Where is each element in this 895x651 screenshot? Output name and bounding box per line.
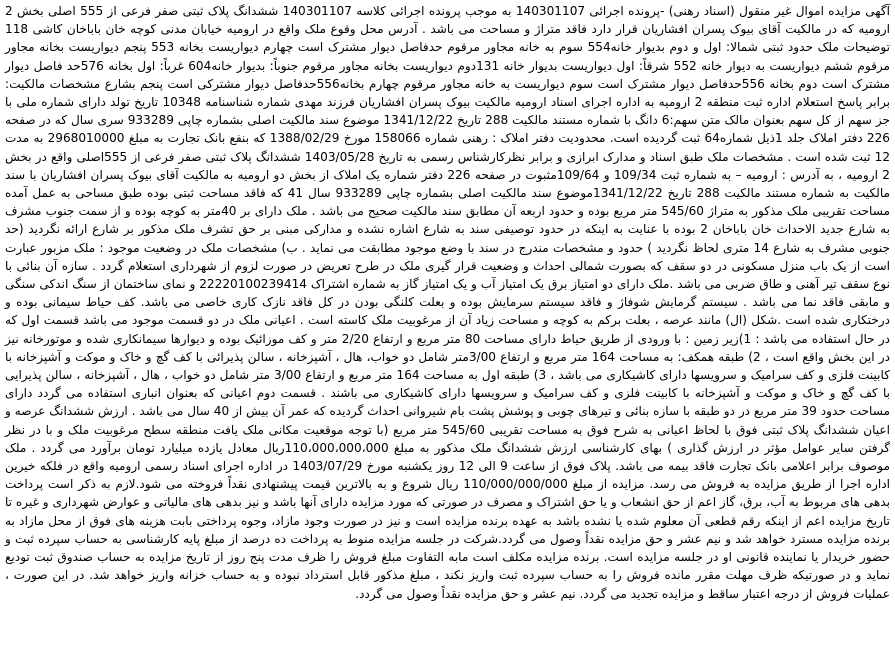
auction-notice-text: آگهی مزایده اموال غیر منقول (اسناد رهنی) -پرونده اجرائی 140301107 به موجب پرونده اجرائی کلاسه 140301107 ششدانگ پلاک ثبتی صفر فرعی از 555 اصلی بخش 2 ارومیه که در مالکیت آقای بیوک پسران افشاریان قرار دارد فاقد متراژ و مساحت می باشد . آدرس محل وقوع ملک واقع در ارومیه خیابان مدنی کوچه خان باباخان کاشی 118 توضیحات ملک حدود ثبتی شمالا: اول و دوم بدیوار خانه554 سوم به خانه مجاور مرقوم حدفاصل دیوار مشترک است چهارم دیواریست بخانه 553 پنجم دیواریست بخانه مجاور مرقوم ششم دیواریست به دیوار خانه 552 شرقاً: اول دیواریست بدیوار خانه 131دوم دیواریست بخانه مجاور مرقوم جنوباً: بدیوار خانه604 غرباً: اول بخانه 576حد فاصل دیوار مشترک است دوم بخانه 556حدفاصل دیوار مشترک است سوم دیواریست به خانه مجاور مرقوم چهارم بخانه556حدفاصل دیوار مشترکی است پنجم بشارع مشخصات مالکیت: برابر پاسخ استعلام اداره ثبت منطقه 2 ارومیه به اداره اجرای اسناد ارومیه مالکیت بیوک پسران افشاریان فرزند مهدی شماره شناسنامه 10348 تاریخ تولد دارای شماره ملی با جز سهم از کل سهم بعنوان مالک متن سهم:6 دانگ با شماره مستند مالکیت 288 تاریخ 1341/12/22 موضوع سند مالکیت اصلی بشماره چاپی 933289 سری سال که در صفحه 226 دفتر املاک جلد 1ذیل شماره64 ثبت گردیده است. محدودیت دفتر املاک : رهنی شماره 158066 مورخ 1388/02/29 که بنفع بانک تجارت به مبلغ 2968010000 به مدت 12 ثبت شده است . مشخصات ملک طبق اسناد و مدارک ابرازی و برابر نظرکارشناس رسمی به تاریخ 1403/05/28 ششدانگ پلاک ثبتی صفر فرعی از 555اصلی واقع در بخش 2 ارومیه ، به آدرس : ارومیه – به شماره ثبت 109/34 و 109/64مثبوت در صفحه 226 دفتر شماره یک املاک از بخش دو ارومیه به مالکیت آقای بیوک پسران افشاریان با سند مالکیت به شماره مستند مالکیت 288 تاریخ 1341/12/22موضوع سند مالکیت اصلی بشماره چاپی 933289 سال 41 که فاقد مساحت ثبتی بوده طبق مساحی به عمل آمده مساحت تقریبی ملک مذکور به متراژ 545/60 متر مربع بوده و حدود اربعه آن مطابق سند مالکیت صحیح می باشد . ملک دارای بر 40متر به کوچه بوده و از سمت جنوب مشرف به شارع جدید الاحداث خان باباخان 2 بوده با عنایت به اینکه در حدود توصیفی سند به شارع اشاره نشده و مدارکی مبنی بر حق تشرف ملک مذکور بر شارع ارائه نگردید (حد جنوبی مشرف به شارع 14 متری لحاظ نگردید ) حدود و مشخصات مندرج در سند با وضع موجود مطابقت می نماید . ب) مشخصات ملک در وضعیت موجود : ملک مزبور عبارت است از یک باب منزل مسکونی در دو سقف که بصورت شمالی احداث و وضعیت قرار گیری ملک در طرح تعریض در صورت لزوم از شهرداری استعلام گردد . سازه آن بنائی با نوع سقف تیر آهنی و طاق ضربی می باشد .ملک دارای دو امتیاز برق یک امتیاز آب و یک امتیاز گاز به شماره اشتراک 22220100239414 و نمای ساختمان از سنگ اندکی سنگی و مابقی فاقد نما می باشد . سیستم گرمایش شوفاژ و فاقد سیستم سرمایش بوده و بعلت کلنگی بودن در کل فاقد نازک کاری خاصی می باشد. کف حیاط سیمانی بوده و درختکاری شده است .شکل (ال) مانند عرصه ، بعلت برکم به کوچه و مساحت زیاد آن از مرغوبیت ملک کاسته است . اعیانی ملک در دو قسمت موجود می باشد قسمت اول که در حال استفاده می باشد : 1)زیر زمین : با ورودی از طریق حیاط دارای مساحت 80 متر مربع و ارتفاع 2/20 متر و کف موزائیک بوده و دیوارها سیمانکاری شده و موتورخانه نیز در این بخش واقع است ، 2) طبقه همکف: به مساحت 164 متر مربع و ارتفاع 3/00متر شامل دو خواب، هال ، آشپزخانه ، سالن پذیرائی با کف گچ و خاک و موکت و آشپزخانه با کابینت فلزی و کف سرامیک و سرویسها دارای کاشیکاری می باشد ، 3) طبقه اول به مساحت 164 متر مربع و ارتفاع 3/00 متر شامل دو خواب ، هال ، آشپزخانه ، سالن پذیرایی با کف گچ و خاک و موکت و آشپزخانه با کابینت فلزی و کف سرامیک و سرویسها دارای کاشیکاری می باشند . قسمت دوم اعیانی که بعنوان انباری استفاده می گردد دارای مساحت حدود 39 متر مربع در دو طبقه با سازه بنائی و تیرهای چوبی و پوشش پشت بام شیروانی احداث گردیده که عمر آن بیش از 40 سال می باشد . ارزش ششدانگ عرصه و اعیان ششدانگ پلاک ثبتی فوق با لحاظ اعیانی به شرح فوق به مساحت تقریبی 545/60 متر مربع (با توجه موقعیت مکانی ملک یافت منطقه سطح مرغوبیت ملک و با در نظر گرفتن سایر عوامل مؤثر در ارزش گذاری ) بهای کارشناسی ارزش ششدانگ ملک مذکور به مبلغ 110،000،000،000ریال معادل یازده میلیارد تومان برآورد می گردد . ملک موصوف برابر اعلامی بانک تجارت فاقد بیمه می باشد. پلاک فوق از ساعت 9 الی 12 روز یکشنبه مورخ 1403/07/29 در اداره اجرای اسناد رسمی ارومیه واقع در فلکه خیرین اداره اجرا از طریق مزایده به فروش می رسد. مزایده از مبلغ 110/000/000/000 ریال شروع و به بالاترین قیمت پیشنهادی نقداً فروخته می شود.لازم به ذکر است پرداخت بدهی های مربوط به آب، برق، گاز اعم از حق انشعاب و یا حق اشتراک و مصرف در صورتی که مورد مزایده دارای آنها باشد و نیز بدهی های مالیاتی و عوارض شهرداری و غیره تا تاریخ مزایده اعم از اینکه رقم قطعی آن معلوم شده یا نشده باشد به عهده برنده مزایده است و نیز در صورت وجود مازاد، وجوه پرداختی بابت هزینه های فوق از محل مازاد به برنده مزایده مسترد خواهد شد و نیم عشر و حق مزایده نقداً وصول می گردد.شرکت در جلسه مزایده منوط به پرداخت ده درصد از مبلغ پایه کارشناسی به حساب سپرده ثبت و حضور خریدار یا نماینده قانونی او در جلسه مزایده است. برنده مزایده مکلف است مابه التفاوت مبلغ فروش را ظرف مدت پنج روز از تاریخ مزایده به حساب صندوق ثبت تودیع نماید و در صورتیکه ظرف مهلت مقرر مانده فروش را به حساب سپرده ثبت واریز نکند ، مبلغ مذکور قابل استرداد نبوده و به حساب خزانه واریز خواهد شد. در این صورت ، عملیات فروش از درجه اعتبار ساقط و مزایده تجدید می گردد. نیم عشر و حق مزایده نقداً وصول می گردد.: [5, 4, 891, 601]
